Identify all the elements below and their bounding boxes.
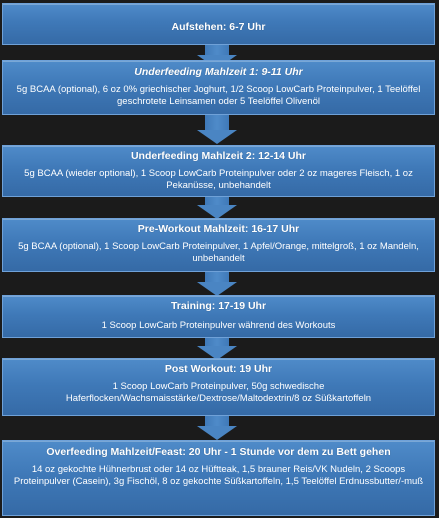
- step-title: Underfeeding Mahlzeit 1: 9-11 Uhr: [134, 66, 303, 78]
- step-box-underfeeding-meal-1: [2, 60, 435, 115]
- step-description: 14 oz gekochte Hühnerbrust oder 14 oz Hüftteak, 1,5 brauner Reis/VK Nudeln, 2 Scoops Proteinpulver (Casein), 3g Fischöl, 8 oz gekochte Süßkartoffeln, 1,5 Teelöffel Erdnussbutter/-muß: [13, 464, 424, 487]
- step-title: Pre-Workout Mahlzeit: 16-17 Uhr: [137, 223, 300, 235]
- step-box-overfeeding-feast: [2, 440, 435, 516]
- step-box-training: [2, 295, 435, 338]
- step-title: Underfeeding Mahlzeit 2: 12-14 Uhr: [130, 150, 307, 162]
- step-title: Aufstehen: 6-7 Uhr: [171, 21, 266, 33]
- step-title: Overfeeding Mahlzeit/Feast: 20 Uhr - 1 Stunde vor dem zu Bett gehen: [46, 446, 391, 458]
- step-box-underfeeding-meal-2: [2, 145, 435, 197]
- step-description: 5g BCAA (optional), 1 Scoop LowCarb Proteinpulver, 1 Apfel/Orange, mittelgroß, 1 oz Mandeln, unbehandelt: [18, 241, 419, 264]
- step-description: 1 Scoop LowCarb Proteinpulver während des Workouts: [101, 320, 336, 331]
- step-description: 5g BCAA (optional), 6 oz 0% griechischer Joghurt, 1/2 Scoop LowCarb Proteinpulver, 1 Teelöffel geschrotete Leinsamen oder 5 Teelöffel Olivenöl: [16, 84, 421, 107]
- step-title: Training: 17-19 Uhr: [170, 300, 267, 312]
- step-box-post-workout: [2, 358, 435, 416]
- step-description: 1 Scoop LowCarb Proteinpulver, 50g schwedische Haferflocken/Wachsmaisstärke/Dextrose/Maltodextrin/8 oz Süßkartoffeln: [65, 381, 372, 404]
- step-box-wake-up: [2, 3, 435, 45]
- step-box-pre-workout-meal: [2, 218, 435, 272]
- step-description: 5g BCAA (wieder optional), 1 Scoop LowCarb Proteinpulver oder 2 oz mageres Fleisch, 1 oz Pekanüsse, unbehandelt: [24, 168, 413, 191]
- step-title: Post Workout: 19 Uhr: [164, 363, 273, 375]
